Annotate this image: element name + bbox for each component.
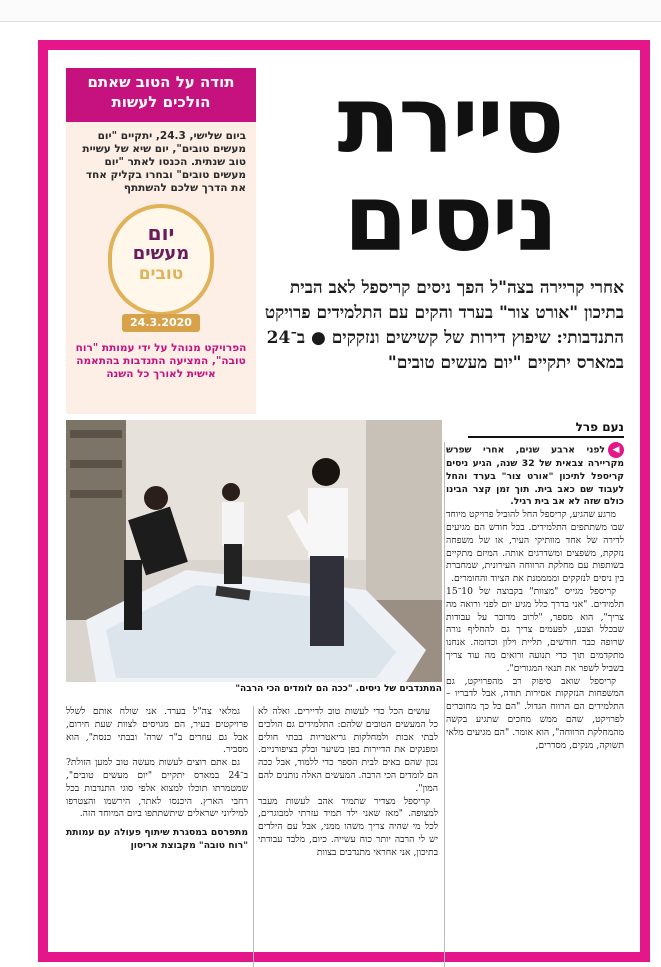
logo-line-2: מעשים <box>132 243 190 264</box>
headline-line-2: ניסים <box>343 165 557 272</box>
photo-caption: המתנדבים של ניסים. "ככה הם לומדים הכי הרבה" <box>235 684 442 694</box>
byline: נעם פרל <box>468 420 624 438</box>
logo-line-1: יום <box>147 221 175 245</box>
article-lead-text: לפני ארבע שנים, אחרי שפרש מקריירה צבאית של 32 שנה, הגיע ניסים קריספל לתיכון "אורט צור" בערד והחל לעבוד שם כאב בית. תוך זמן קצר הבינו כולם שזה לא אב בית רגיל. <box>446 444 624 508</box>
headline-line-1: סיירת <box>337 67 563 174</box>
article-paragraph: קריספל מגייס "מצוות" בקבוצה של 10־15 תלמידים. "אני בדרך כלל מגיע יום לפני ורואה מה צריך", הוא מספר, "לרוב מדובר על עבודות שבכלל וצבע, לפעמים צריך גם להחליף נורה שרופה כבר חודשים, תליית וילון וכדומה. אנחנו מתקדמים תוך כדי תנועה ורואים מה עוד צריך בשביל לשפר את תנאי המגורים". <box>446 585 624 674</box>
promo-box <box>66 68 256 414</box>
article-paragraph: קריספל מצדיר שתמיד אהב לעשות מעבר למצופה. "מאז שאני ילד תמיד עזרתי למבוגרים, לכל מי שהיה צריך משהו ממני, אבל עם הילדים יש לי הרבה יותר כוח עשייה. כיום, מלבד עבודתי בתיכון, אני אחראי מתנדבים בצוות <box>258 795 438 858</box>
promo-header: תודה על הטוב שאתם הולכים לעשות <box>66 68 256 122</box>
article-column-right <box>446 442 624 967</box>
article-column-middle <box>258 706 438 967</box>
promo-footer: הפרויקט מנוהל על ידי עמותת "רוח טובה", המציעה התנדבות בהתאמה אישית לאורך כל השנה <box>75 342 247 380</box>
sponsor-note: מתפרסם במסגרת שיתוף פעולה עם עמותת "רוח טובה" מקבוצת אריסון <box>66 827 248 851</box>
article-paragraph: עושים הכל כדי לעשות טוב לדיירים. ואלה לא כל המעשים הטובים שלהם: התלמידים גם הולכים לבתי אבות ולמחלקות גריאטריות בבתי חולים ומפנקים את הדיירות בפן בשיער ובלק בציפורניים. נכון שהם באים לבית הספר כדי ללמוד, אבל ככה הם לומדים הכי הרבה. המעשים האלה נותנים להם המון". <box>258 706 438 794</box>
column-divider <box>444 442 445 967</box>
promo-body: ביום שלישי, 24.3, יתקיים "יום מעשים טובים", יום שיא של עשיית טוב שנתית. הכנסו לאתר "יום מעשים טובים" ובחרו בקליק אחד את הדרך שלכם להשתתף <box>82 130 246 194</box>
article-photo <box>66 420 442 682</box>
page-top-strip <box>0 0 661 22</box>
headline <box>280 67 620 278</box>
article-frame <box>38 40 650 962</box>
good-deeds-day-logo <box>108 204 214 316</box>
article-paragraph: גמלאי צה"ל בערד. אני שולח אותם לשלל פרויקטים בעיר, הם מגויסים לצוות שעת חירום, אבל גם עוזרים ב"ר שרה' ובבתי כנסת", הוא מסביר. <box>66 706 248 756</box>
article-column-left <box>66 706 248 967</box>
volunteers-photo-illustration <box>66 420 442 682</box>
subheadline: אחרי קריירה בצה"ל הפך ניסים קריספל לאב הבית בתיכון "אורט צור" בערד והקים עם התלמידים פרויקט התנדבותי: שיפוץ דירות של קשישים ונזקקים ● ב־24 במארס יתקיים "יום מעשים טובים" <box>264 278 624 373</box>
logo-line-3: טובים <box>138 264 184 284</box>
arrow-bullet-icon: ◀ <box>608 442 624 458</box>
article-paragraph: גם אתם רוצים לעשות מעשה טוב למען הזולת? ב־24 במארס יתקיים "יום מעשים טובים", שמטמרתו תוכלו למצוא אלפי סוגי התנדבות בכל רחבי הארץ. היכנסו לאתר, הירשמו והצטרפו למיליוני ישראלים שיתשתתפו ביום המיוחד הזה. <box>66 757 248 820</box>
article-paragraph: מרגע שהגיע, קריספל החל להוביל פרויקט מיוחד שבו משתתפים התלמידים. בכל חודש הם מגיעים לדירה של אחד מוותיקי העיר, או של משפחה נזקקת, משפצים ומשדרגים אותה. המיזם מתקיים בשותפות עם מחלקת הרווחה העירונית, שמחברת בין ניסים לנזקקים וממממנת את הציוד והחומרים. <box>446 509 624 585</box>
article-paragraph: קריספל שואב סיפוק רב מהפרויקט, גם המשפחות הנזקקות אסירות תודה, אבל לדבריו – התלמידים הם הרווח הגדול. "הם כל כך מחוברים לפרויקט, שהם ממש מחכים שתגיע בקשה מהמחלקת הרווחה", הוא אומר. "הם מגיעים מלאי תשוקה, מנקים, מסדרים, <box>446 675 624 751</box>
logo-date-badge: 24.3.2020 <box>122 314 200 332</box>
article-lead <box>446 442 624 509</box>
column-divider <box>253 706 254 967</box>
